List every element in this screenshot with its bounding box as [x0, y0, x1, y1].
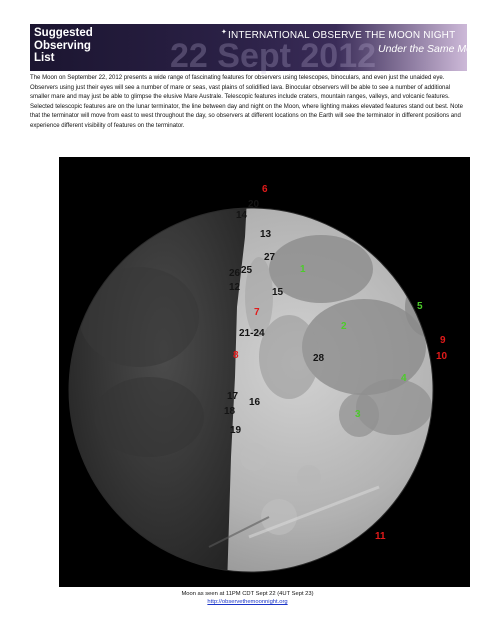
- feature-label-6: 6: [262, 184, 268, 195]
- feature-label-21-24: 21-24: [239, 328, 265, 339]
- feature-label-20: 20: [248, 199, 260, 210]
- banner-watermark-date: 22 Sept 2012: [170, 37, 377, 75]
- feature-label-8: 8: [233, 350, 239, 361]
- banner-heading-line1: Suggested: [34, 27, 93, 39]
- moon-photo: [59, 157, 470, 587]
- feature-label-1: 1: [300, 264, 306, 275]
- moon-disc: [59, 157, 470, 587]
- header-banner: [30, 24, 484, 75]
- feature-label-25: 25: [241, 265, 253, 276]
- star-icon: ✦: [221, 29, 227, 36]
- feature-label-15: 15: [272, 287, 284, 298]
- intro-text: [30, 74, 470, 131]
- feature-label-5: 5: [417, 301, 423, 312]
- feature-label-11: 11: [375, 531, 386, 542]
- banner-heading-line3: List: [34, 52, 55, 64]
- photo-caption: [0, 590, 495, 606]
- caption-text: Moon as seen at 11PM CDT Sept 22 (4UT Sept 23): [181, 591, 314, 597]
- feature-label-3: 3: [355, 409, 361, 420]
- intro-paragraph: The Moon on September 22, 2012 presents a wide range of fascinating features for observers using telescopes, binoculars, and even just the unaided eye. Observers using just their eyes will see a number of mare or seas, vast plains of solidified lava. Binocular observers will be able to see a number of additional smaller mare and may just be able to glimpse the elusive Mare Australe. Telescopic features include craters, mountain ranges, valleys, and volcanic features. Selected telescopic features are on the lunar terminator, the line between day and night on the Moon, where lighting makes elevated features stand out best. Note that the terminator will move from east to west throughout the day, so observers at different locations on the Earth will see the terminator in different positions and experience different visibility of features on the terminator.: [30, 75, 463, 129]
- feature-label-13: 13: [260, 229, 272, 240]
- feature-label-27: 27: [264, 252, 276, 263]
- event-title: INTERNATIONAL OBSERVE THE MOON NIGHT: [228, 30, 456, 41]
- moon-map: [59, 157, 470, 587]
- feature-label-17: 17: [227, 391, 239, 402]
- feature-label-26: 26: [229, 268, 241, 279]
- event-subtitle: Under the Same Moon: [378, 43, 484, 55]
- feature-label-28: 28: [313, 353, 325, 364]
- feature-label-9: 9: [440, 335, 446, 346]
- banner-heading: [34, 27, 93, 65]
- feature-label-16: 16: [249, 397, 261, 408]
- feature-label-19: 19: [230, 425, 242, 436]
- feature-label-10: 10: [436, 351, 448, 362]
- website-link[interactable]: http://observethemoonnight.org: [207, 599, 288, 605]
- feature-label-7: 7: [254, 307, 260, 318]
- banner-heading-line2: Observing: [34, 39, 91, 52]
- feature-label-18: 18: [224, 406, 236, 417]
- feature-label-2: 2: [341, 321, 347, 332]
- feature-label-14: 14: [236, 210, 248, 221]
- feature-label-4: 4: [401, 373, 407, 384]
- feature-label-12: 12: [229, 282, 241, 293]
